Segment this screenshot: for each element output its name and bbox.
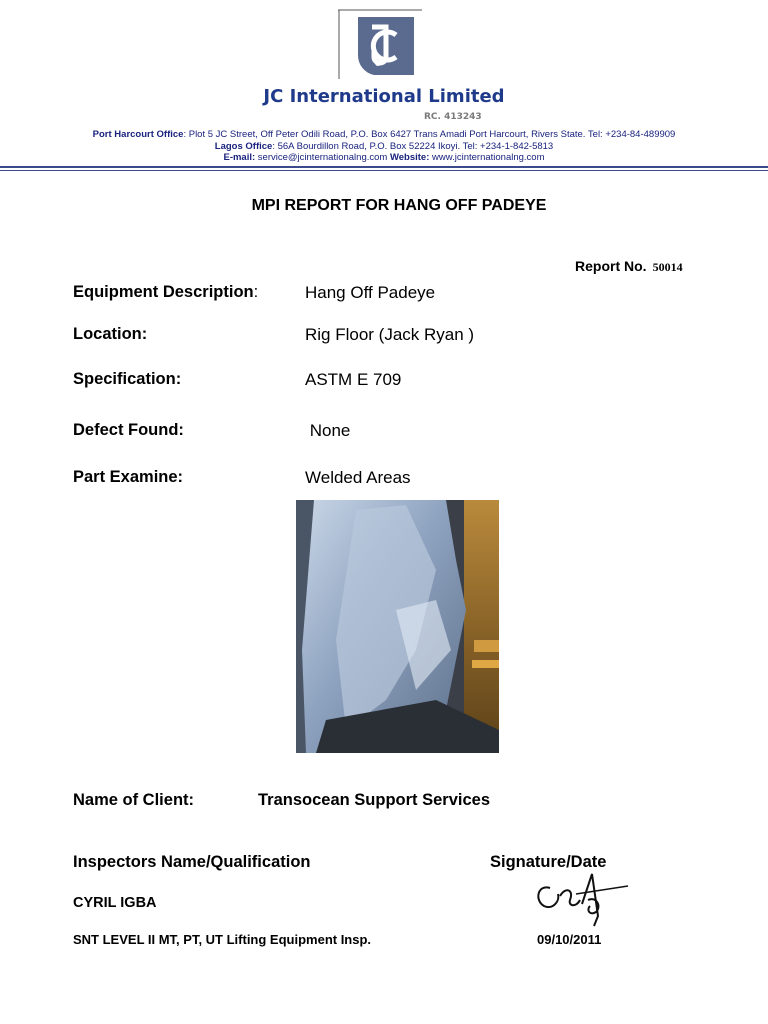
registration-number: RC. 413243 (424, 112, 482, 122)
email-label: E-mail: (223, 152, 256, 163)
port-harcourt-text: : Plot 5 JC Street, Off Peter Odili Road, P.O. Box 6427 Trans Amadi Port Harcourt, Rivers State. Tel: +234-84-489909 (183, 129, 676, 140)
equipment-description-label: Equipment Description: (73, 283, 259, 301)
inspector-name: CYRIL IGBA (73, 895, 157, 911)
company-name: JC International Limited (263, 86, 505, 107)
port-harcourt-label: Port Harcourt Office (92, 129, 184, 140)
report-number-value: 50014 (652, 260, 683, 274)
equipment-description-value: Hang Off Padeye (305, 283, 436, 302)
header-divider (0, 166, 768, 168)
contact-line (0, 152, 768, 163)
inspection-photo (296, 500, 499, 753)
signature-date-label: Signature/Date (490, 853, 607, 871)
inspector-label: Inspectors Name/Qualification (73, 853, 311, 871)
inspector-qualification: SNT LEVEL II MT, PT, UT Lifting Equipment Insp. (73, 932, 372, 947)
website-value: www.jcinternationalng.com (429, 152, 545, 163)
specification-label: Specification: (73, 370, 182, 388)
location-label: Location: (73, 325, 148, 343)
lagos-label: Lagos Office (214, 141, 273, 152)
lagos-text: : 56A Bourdillon Road, P.O. Box 52224 Ikoyi. Tel: +234-1-842-5813 (272, 141, 554, 152)
handwritten-signature (532, 866, 634, 936)
defect-found-value: None (305, 421, 351, 440)
defect-found-label: Defect Found: (73, 421, 184, 439)
report-title: MPI REPORT FOR HANG OFF PADEYE (251, 197, 547, 214)
company-logo (338, 9, 422, 79)
email-value: service@jcinternationalng.com (255, 152, 390, 163)
report-number-label: Report No. (575, 258, 647, 274)
client-value: Transocean Support Services (258, 791, 491, 809)
lagos-address (0, 141, 768, 152)
signature-date: 09/10/2011 (537, 932, 602, 947)
part-examine-value: Welded Areas (305, 468, 411, 487)
specification-value: ASTM E 709 (305, 370, 402, 389)
website-label: Website: (389, 152, 430, 163)
header-divider-thin (0, 170, 768, 171)
report-number (575, 258, 683, 275)
port-harcourt-address (0, 129, 768, 140)
location-value: Rig Floor (Jack Ryan ) (305, 325, 475, 344)
part-examine-label: Part Examine: (73, 468, 184, 486)
client-label: Name of Client: (73, 791, 195, 809)
